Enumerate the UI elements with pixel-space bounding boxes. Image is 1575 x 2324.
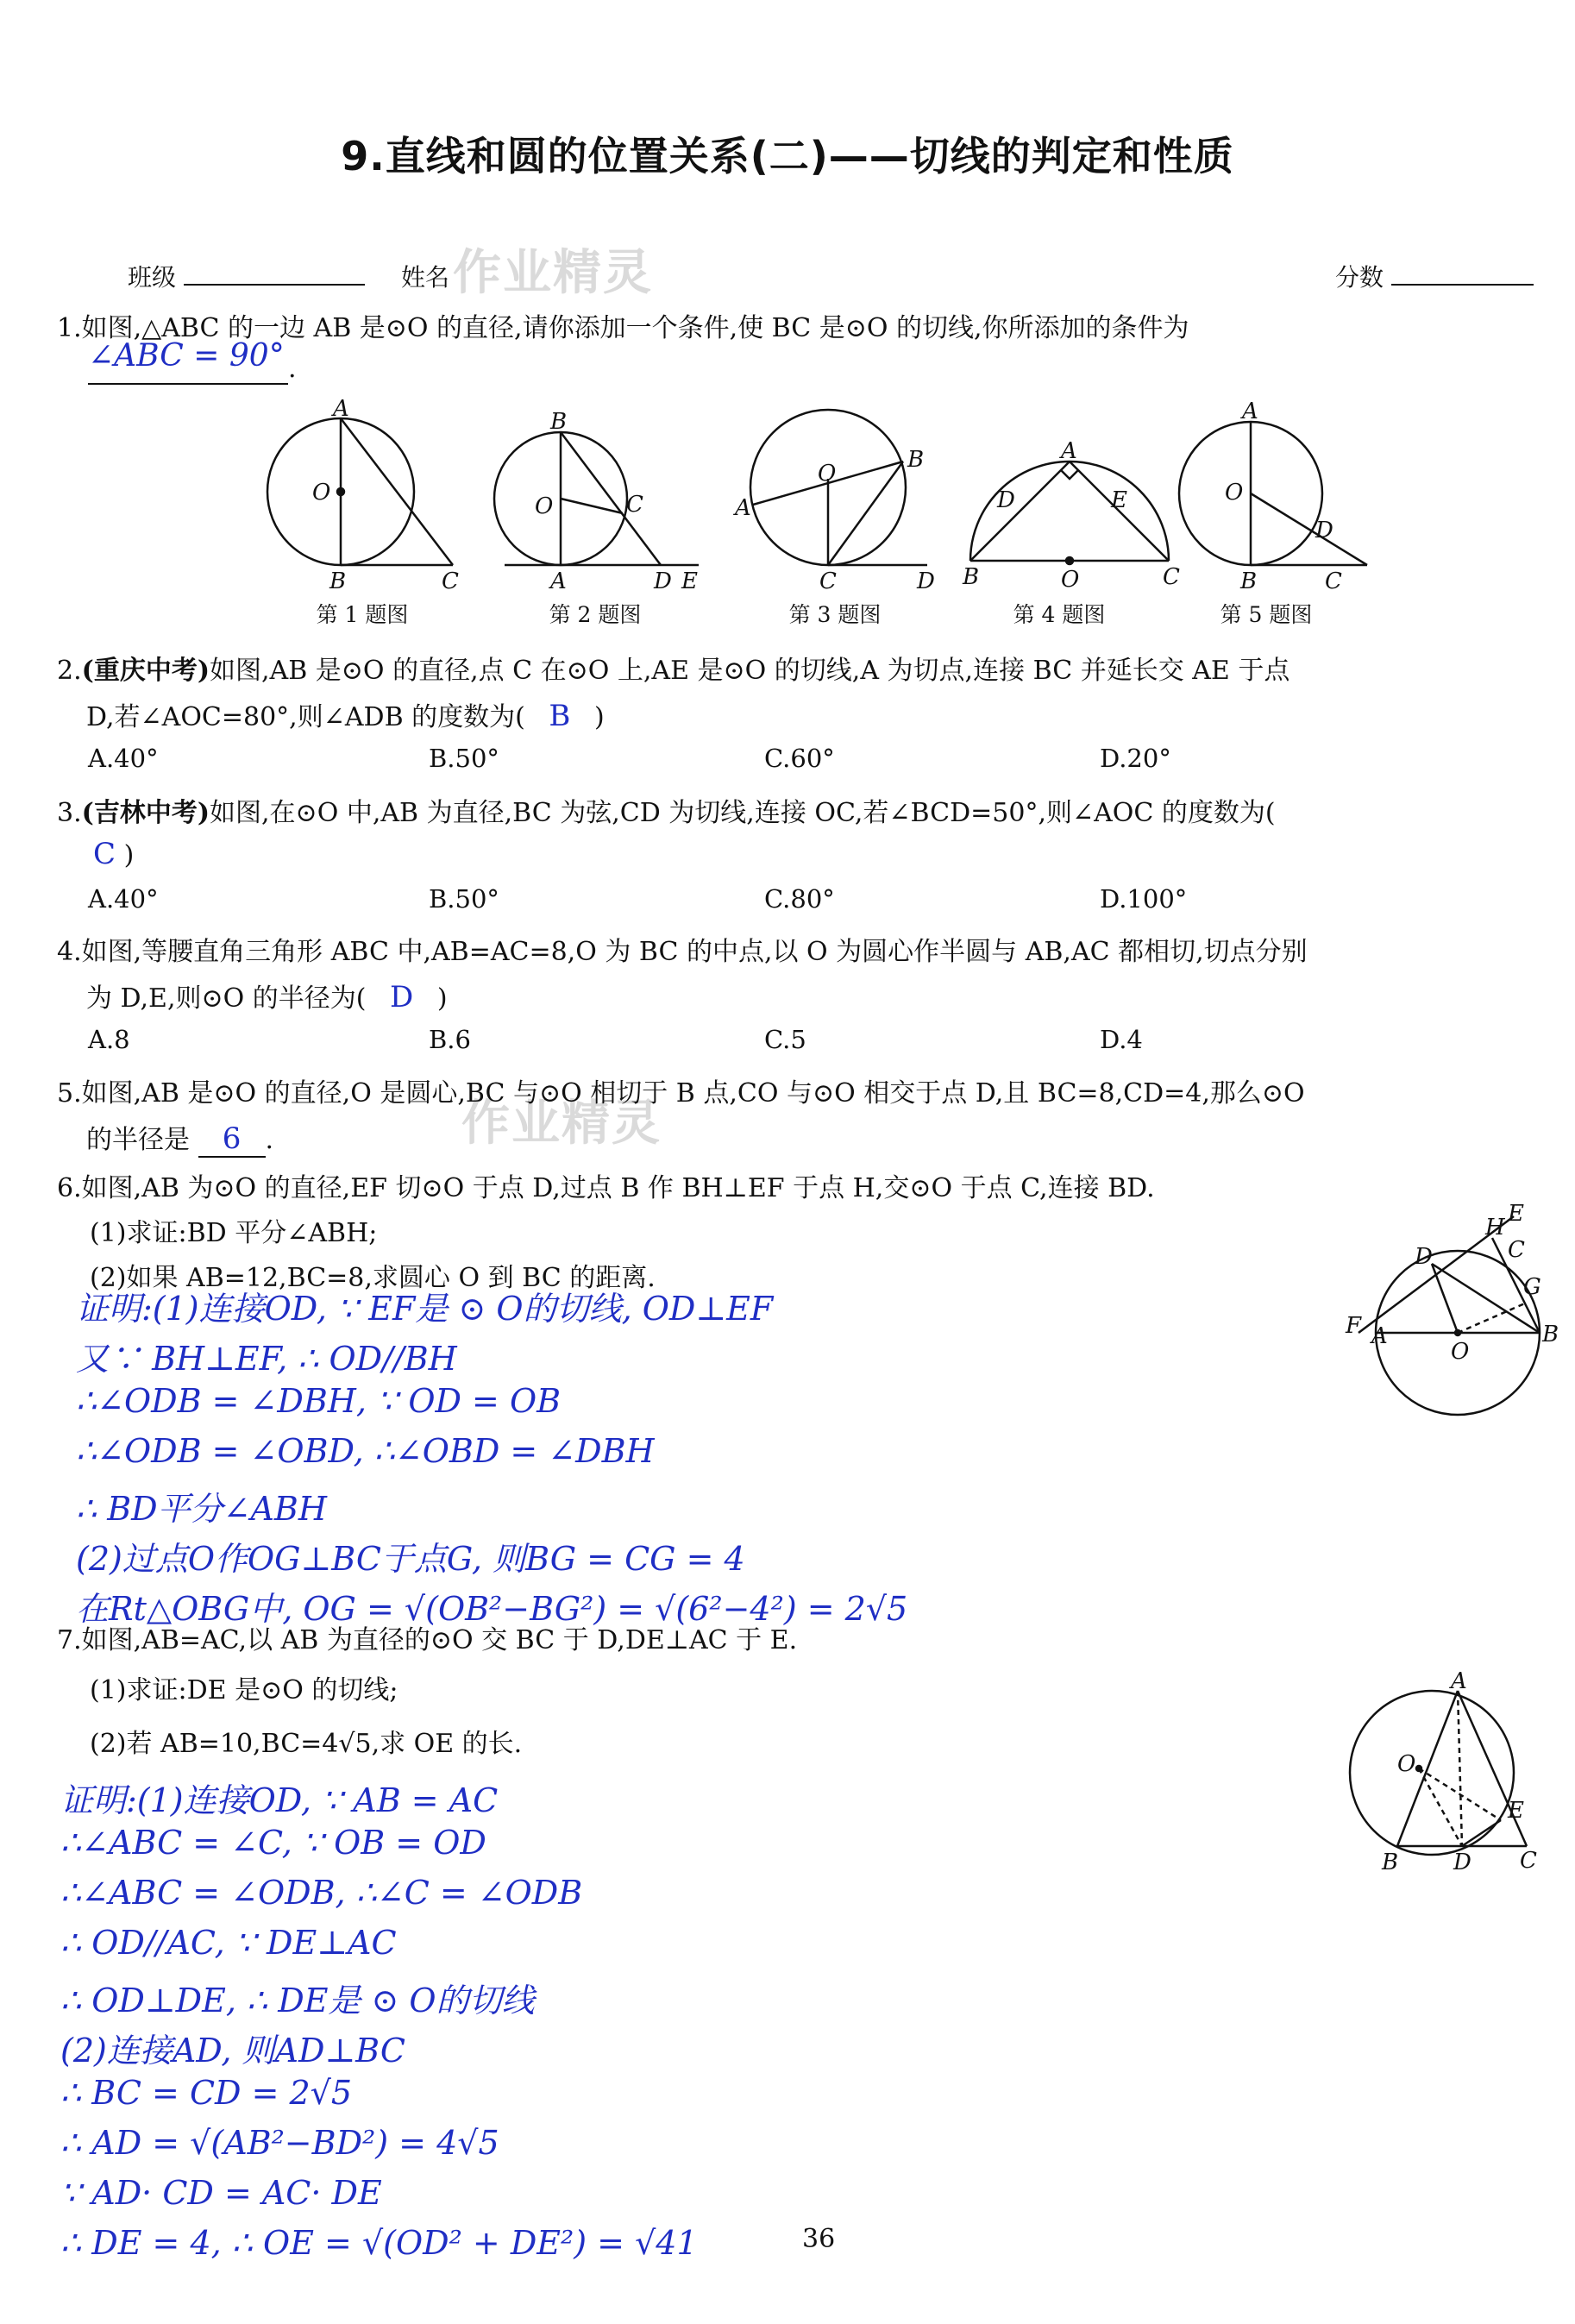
q7-solution-line: (2)连接AD, 则AD⊥BC [60, 2032, 405, 2070]
q3-line2: C ) [93, 837, 135, 871]
q1-text: 1.如图,△ABC 的一边 AB 是⊙O 的直径,请你添加一个条件,使 BC 是⊙O 的切线,你所添加的条件为 [57, 313, 1189, 343]
q3-option-b: B.50° [429, 884, 499, 914]
svg-text:E: E [1508, 1798, 1524, 1824]
caption-fig4: 第 4 题图 [1013, 602, 1106, 627]
caption-fig1: 第 1 题图 [316, 602, 409, 627]
q4-line2: 为 D,E,则⊙O 的半径为( D ) [86, 980, 448, 1014]
svg-text:O: O [1397, 1751, 1416, 1777]
q4-line1: 4.如图,等腰直角三角形 ABC 中,AB=AC=8,O 为 BC 的中点,以 O 为圆心作半圆与 AB,AC 都相切,切点分别 [57, 937, 1308, 967]
q5-answer-blank [198, 1121, 266, 1158]
figure-4 [962, 438, 1180, 593]
svg-text:C: C [1520, 1848, 1537, 1874]
svg-text:C: C [1163, 564, 1180, 590]
q7-sub1: (1)求证:DE 是⊙O 的切线; [90, 1675, 398, 1705]
svg-text:A: A [1451, 1668, 1467, 1694]
svg-text:C: C [1325, 568, 1342, 594]
q4-option-d: D.4 [1100, 1025, 1143, 1054]
q6-sub1: (1)求证:BD 平分∠ABH; [90, 1218, 378, 1248]
q7-solution-line: ∵ AD· CD = AC· DE [60, 2174, 382, 2212]
svg-text:A: A [550, 568, 567, 594]
page-title: 9.直线和圆的位置关系(二)——切线的判定和性质 [341, 133, 1234, 179]
q6-solution-line: (2)过点O作OG⊥BC于点G, 则BG = CG = 4 [76, 1540, 745, 1578]
q3-option-a: A.40° [88, 884, 159, 914]
svg-text:O: O [1061, 567, 1080, 593]
q3-tag: (吉林中考) [81, 798, 210, 828]
svg-text:A: A [333, 396, 349, 422]
svg-text:E: E [1111, 487, 1127, 513]
q2-option-c: C.60° [764, 744, 835, 773]
q6-figure [1346, 1201, 1559, 1410]
svg-text:D: D [917, 568, 935, 594]
svg-text:D: D [1315, 518, 1333, 543]
q4-option-c: C.5 [764, 1025, 806, 1054]
svg-text:B: B [550, 409, 568, 435]
svg-text:A: A [1242, 399, 1258, 424]
q2-text: 如图,AB 是⊙O 的直径,点 C 在⊙O 上,AE 是⊙O 的切线,A 为切点,连接 BC 并延长交 AE 于点 [210, 656, 1290, 686]
q5-answer: 6 [222, 1121, 242, 1156]
svg-text:C: C [819, 568, 837, 594]
svg-text:A: A [1061, 438, 1077, 464]
q7-line1: 7.如图,AB=AC,以 AB 为直径的⊙O 交 BC 于 D,DE⊥AC 于 E. [57, 1625, 798, 1655]
q1-answer: ∠ABC = 90° [88, 338, 285, 374]
svg-text:O: O [1225, 480, 1244, 506]
q7-solution-line: ∴∠ABC = ∠C, ∵ OB = OD [60, 1824, 486, 1862]
q6-solution-line: ∴ BD平分∠ABH [76, 1490, 327, 1528]
q7-solution-line: ∴ AD = √(AB²−BD²) = 4√5 [60, 2124, 499, 2162]
svg-text:G: G [1523, 1274, 1541, 1300]
svg-text:B: B [329, 568, 347, 594]
q6-solution-line: 在Rt△OBG中, OG = √(OB²−BG²) = √(6²−4²) = 2√5 [76, 1590, 908, 1628]
q6-line1: 6.如图,AB 为⊙O 的直径,EF 切⊙O 于点 D,过点 B 作 BH⊥EF 于点 H,交⊙O 于点 C,连接 BD. [57, 1173, 1155, 1203]
q1-period: . [288, 354, 297, 384]
q7-solution-line: ∴ BC = CD = 2√5 [60, 2074, 353, 2112]
q7-sub2: (2)若 AB=10,BC=4√5,求 OE 的长. [90, 1729, 523, 1759]
class-blank [184, 260, 365, 286]
svg-text:E: E [1508, 1201, 1524, 1227]
svg-text:F: F [1346, 1313, 1362, 1339]
q6-solution-line: ∴∠ODB = ∠OBD, ∴∠OBD = ∠DBH [76, 1432, 655, 1470]
q2-option-b: B.50° [429, 744, 499, 773]
class-field [128, 259, 365, 293]
q5-line2: 的半径是 6 . [86, 1121, 274, 1156]
caption-fig3: 第 3 题图 [788, 602, 882, 627]
q1-answer-blank [88, 338, 288, 385]
q6-solution-line: ∴∠ODB = ∠DBH, ∵ OD = OB [76, 1382, 562, 1420]
q2-option-a: A.40° [88, 744, 159, 773]
svg-text:C: C [442, 568, 459, 594]
svg-text:D: D [654, 568, 672, 594]
figures-row [250, 393, 1371, 600]
svg-text:O: O [818, 461, 837, 487]
q6-solution-line: 又∵ BH⊥EF, ∴ OD//BH [76, 1340, 457, 1378]
q2-answer: B [549, 699, 571, 733]
svg-text:B: B [1240, 568, 1258, 594]
q7-figure [1337, 1669, 1553, 1876]
figure-1 [267, 396, 459, 594]
q7-solution-line: ∴ OD⊥DE, ∴ DE是 ⊙ O的切线 [60, 1982, 535, 2019]
svg-text:B: B [963, 564, 980, 590]
q2-line2: D,若∠AOC=80°,则∠ADB 的度数为( B ) [86, 699, 605, 733]
q2-tag: (重庆中考) [81, 656, 210, 686]
class-label: 班级 [128, 263, 177, 292]
name-field [401, 259, 449, 293]
q2-option-d: D.20° [1100, 744, 1171, 773]
q3-line1: 3.(吉林中考)如图,在⊙O 中,AB 为直径,BC 为弦,CD 为切线,连接 OC,若∠BCD=50°,则∠AOC 的度数为( [57, 798, 1276, 828]
svg-text:D: D [1415, 1244, 1433, 1270]
name-label: 姓名 [401, 263, 450, 292]
q4-answer: D [390, 980, 414, 1014]
svg-text:D: D [1453, 1850, 1471, 1875]
q5-line1: 5.如图,AB 是⊙O 的直径,O 是圆心,BC 与⊙O 相切于 B 点,CO 与⊙O 相交于点 D,且 BC=8,CD=4,那么⊙O [57, 1078, 1305, 1109]
svg-text:H: H [1485, 1215, 1505, 1241]
q3-option-d: D.100° [1100, 884, 1188, 914]
svg-text:D: D [997, 487, 1015, 513]
q7-solution-line: ∴∠ABC = ∠ODB, ∴∠C = ∠ODB [60, 1874, 583, 1912]
svg-text:O: O [1451, 1339, 1470, 1365]
score-blank [1391, 260, 1534, 286]
figure-2 [494, 409, 699, 594]
q7-solution-line: ∴ DE = 4, ∴ OE = √(OD² + DE²) = √41 [60, 2224, 698, 2262]
svg-text:E: E [681, 568, 698, 594]
caption-fig5: 第 5 题图 [1220, 602, 1313, 627]
figure-3 [733, 410, 935, 594]
watermark: 作业精灵 [461, 1096, 662, 1152]
q4-option-b: B.6 [429, 1025, 471, 1054]
score-field [1335, 259, 1534, 293]
svg-text:A: A [1371, 1323, 1388, 1349]
q7-solution-line: ∴ OD//AC, ∵ DE⊥AC [60, 1924, 397, 1962]
svg-text:C: C [626, 492, 643, 518]
svg-text:A: A [735, 495, 751, 521]
svg-text:C: C [1508, 1237, 1525, 1263]
q6-solution-line: 证明:(1)连接OD, ∵ EF是 ⊙ O的切线, OD⊥EF [76, 1290, 774, 1328]
page-number: 36 [802, 2224, 836, 2254]
score-label: 分数 [1335, 263, 1384, 292]
svg-text:O: O [535, 493, 554, 519]
svg-text:B: B [907, 447, 925, 473]
q6-sub2: (2)如果 AB=12,BC=8,求圆心 O 到 BC 的距离. [90, 1263, 656, 1293]
figure-5 [1179, 399, 1367, 594]
q7-solution-line: 证明:(1)连接OD, ∵ AB = AC [60, 1781, 499, 1819]
svg-text:B: B [1542, 1322, 1559, 1347]
q3-option-c: C.80° [764, 884, 835, 914]
q4-option-a: A.8 [88, 1025, 130, 1054]
svg-text:O: O [312, 480, 331, 506]
caption-fig2: 第 2 题图 [549, 602, 642, 627]
q2-line1: 2.(重庆中考)如图,AB 是⊙O 的直径,点 C 在⊙O 上,AE 是⊙O 的切线,A 为切点,连接 BC 并延长交 AE 于点 [57, 656, 1290, 686]
q3-text: 如图,在⊙O 中,AB 为直径,BC 为弦,CD 为切线,连接 OC,若∠BCD=50°,则∠AOC 的度数为( [210, 798, 1276, 828]
q3-answer: C [93, 837, 116, 871]
watermark: 作业精灵 [453, 245, 653, 301]
svg-text:B: B [1382, 1850, 1399, 1875]
